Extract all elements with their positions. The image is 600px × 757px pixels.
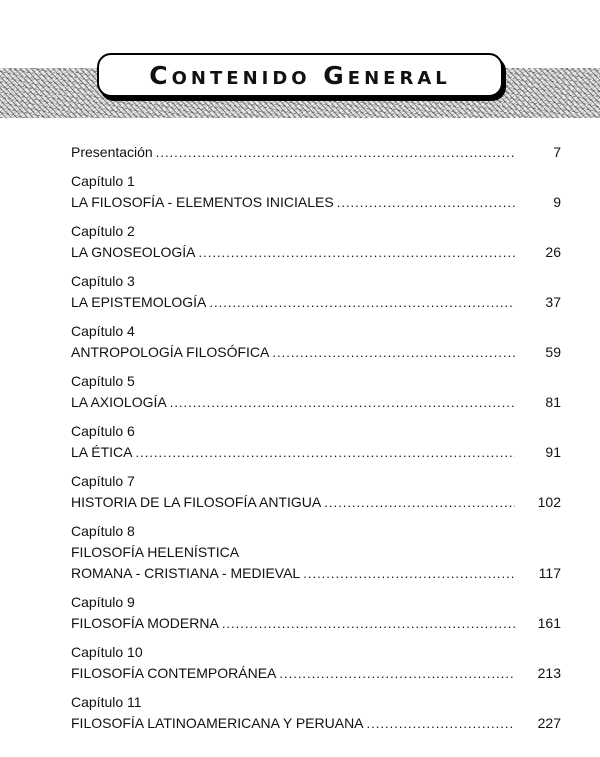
toc-entry-chapter-8[interactable] bbox=[71, 521, 561, 584]
toc-line bbox=[71, 492, 561, 513]
chapter-label: Capítulo 10 bbox=[71, 644, 143, 660]
dot-leader bbox=[337, 192, 515, 213]
toc-entry-chapter-4[interactable] bbox=[71, 321, 561, 363]
toc-line bbox=[71, 141, 561, 163]
dot-leader bbox=[303, 563, 515, 584]
toc-entry-chapter-11[interactable] bbox=[71, 692, 561, 734]
page-number: 117 bbox=[538, 565, 561, 581]
chapter-title: LA AXIOLOGÍA bbox=[71, 394, 167, 410]
page-number: 81 bbox=[545, 394, 561, 410]
toc-line bbox=[71, 392, 561, 413]
page-number: 161 bbox=[537, 615, 561, 631]
dot-leader bbox=[209, 292, 515, 313]
toc-line bbox=[71, 342, 561, 363]
page-number: 213 bbox=[537, 665, 561, 681]
dot-leader bbox=[272, 342, 515, 363]
page-number: 26 bbox=[545, 244, 561, 260]
chapter-title: ROMANA - CRISTIANA - MEDIEVAL bbox=[71, 565, 301, 581]
chapter-title: LA FILOSOFÍA - ELEMENTOS INICIALES bbox=[71, 194, 334, 210]
chapter-title: FILOSOFÍA MODERNA bbox=[71, 615, 219, 631]
toc-entry-chapter-9[interactable] bbox=[71, 592, 561, 634]
chapter-title: FILOSOFÍA LATINOAMERICANA Y PERUANA bbox=[71, 715, 364, 731]
chapter-label: Capítulo 11 bbox=[71, 694, 142, 710]
chapter-label: Capítulo 6 bbox=[71, 423, 135, 439]
chapter-label: Capítulo 7 bbox=[71, 473, 135, 489]
chapter-label: Capítulo 4 bbox=[71, 323, 135, 339]
dot-leader bbox=[156, 142, 515, 163]
toc-line bbox=[71, 442, 561, 463]
toc-line bbox=[71, 192, 561, 213]
chapter-title: LA ÉTICA bbox=[71, 444, 133, 460]
page-number: 102 bbox=[537, 494, 561, 510]
toc-entry-presentation[interactable] bbox=[71, 141, 561, 163]
toc-line bbox=[71, 563, 561, 584]
toc-entry-title: Presentación bbox=[71, 144, 153, 160]
page-title: Contenido General bbox=[149, 60, 451, 90]
toc-entry-chapter-5[interactable] bbox=[71, 371, 561, 413]
chapter-label: Capítulo 5 bbox=[71, 373, 135, 389]
toc-entry-chapter-7[interactable] bbox=[71, 471, 561, 513]
toc-entry-chapter-1[interactable] bbox=[71, 171, 561, 213]
toc-entry-chapter-3[interactable] bbox=[71, 271, 561, 313]
chapter-title: ANTROPOLOGÍA FILOSÓFICA bbox=[71, 344, 270, 360]
dot-leader bbox=[199, 242, 516, 263]
page-number: 227 bbox=[537, 715, 561, 731]
chapter-label: Capítulo 9 bbox=[71, 594, 135, 610]
toc-entry-chapter-2[interactable] bbox=[71, 221, 561, 263]
chapter-title: LA EPISTEMOLOGÍA bbox=[71, 294, 207, 310]
toc-line bbox=[71, 713, 561, 734]
dot-leader bbox=[135, 442, 515, 463]
title-banner bbox=[97, 53, 503, 97]
page-number: 59 bbox=[545, 344, 561, 360]
chapter-title: FILOSOFÍA CONTEMPORÁNEA bbox=[71, 665, 277, 681]
table-of-contents bbox=[71, 141, 561, 734]
toc-entry-chapter-6[interactable] bbox=[71, 421, 561, 463]
chapter-title-line-1: FILOSOFÍA HELENÍSTICA bbox=[71, 544, 240, 560]
dot-leader bbox=[279, 663, 515, 684]
chapter-label: Capítulo 2 bbox=[71, 223, 135, 239]
dot-leader bbox=[324, 492, 515, 513]
toc-line bbox=[71, 663, 561, 684]
toc-line bbox=[71, 292, 561, 313]
chapter-label: Capítulo 3 bbox=[71, 273, 135, 289]
page-number: 91 bbox=[545, 444, 561, 460]
chapter-label: Capítulo 1 bbox=[71, 173, 135, 189]
toc-entry-chapter-10[interactable] bbox=[71, 642, 561, 684]
dot-leader bbox=[170, 392, 515, 413]
toc-line bbox=[71, 242, 561, 263]
dot-leader bbox=[222, 613, 515, 634]
page-number: 9 bbox=[553, 194, 561, 210]
dot-leader bbox=[367, 713, 515, 734]
page-number: 37 bbox=[545, 294, 561, 310]
chapter-title: HISTORIA DE LA FILOSOFÍA ANTIGUA bbox=[71, 494, 322, 510]
page-number: 7 bbox=[553, 144, 561, 160]
chapter-label: Capítulo 8 bbox=[71, 523, 135, 539]
chapter-title: LA GNOSEOLOGÍA bbox=[71, 244, 196, 260]
toc-line bbox=[71, 613, 561, 634]
